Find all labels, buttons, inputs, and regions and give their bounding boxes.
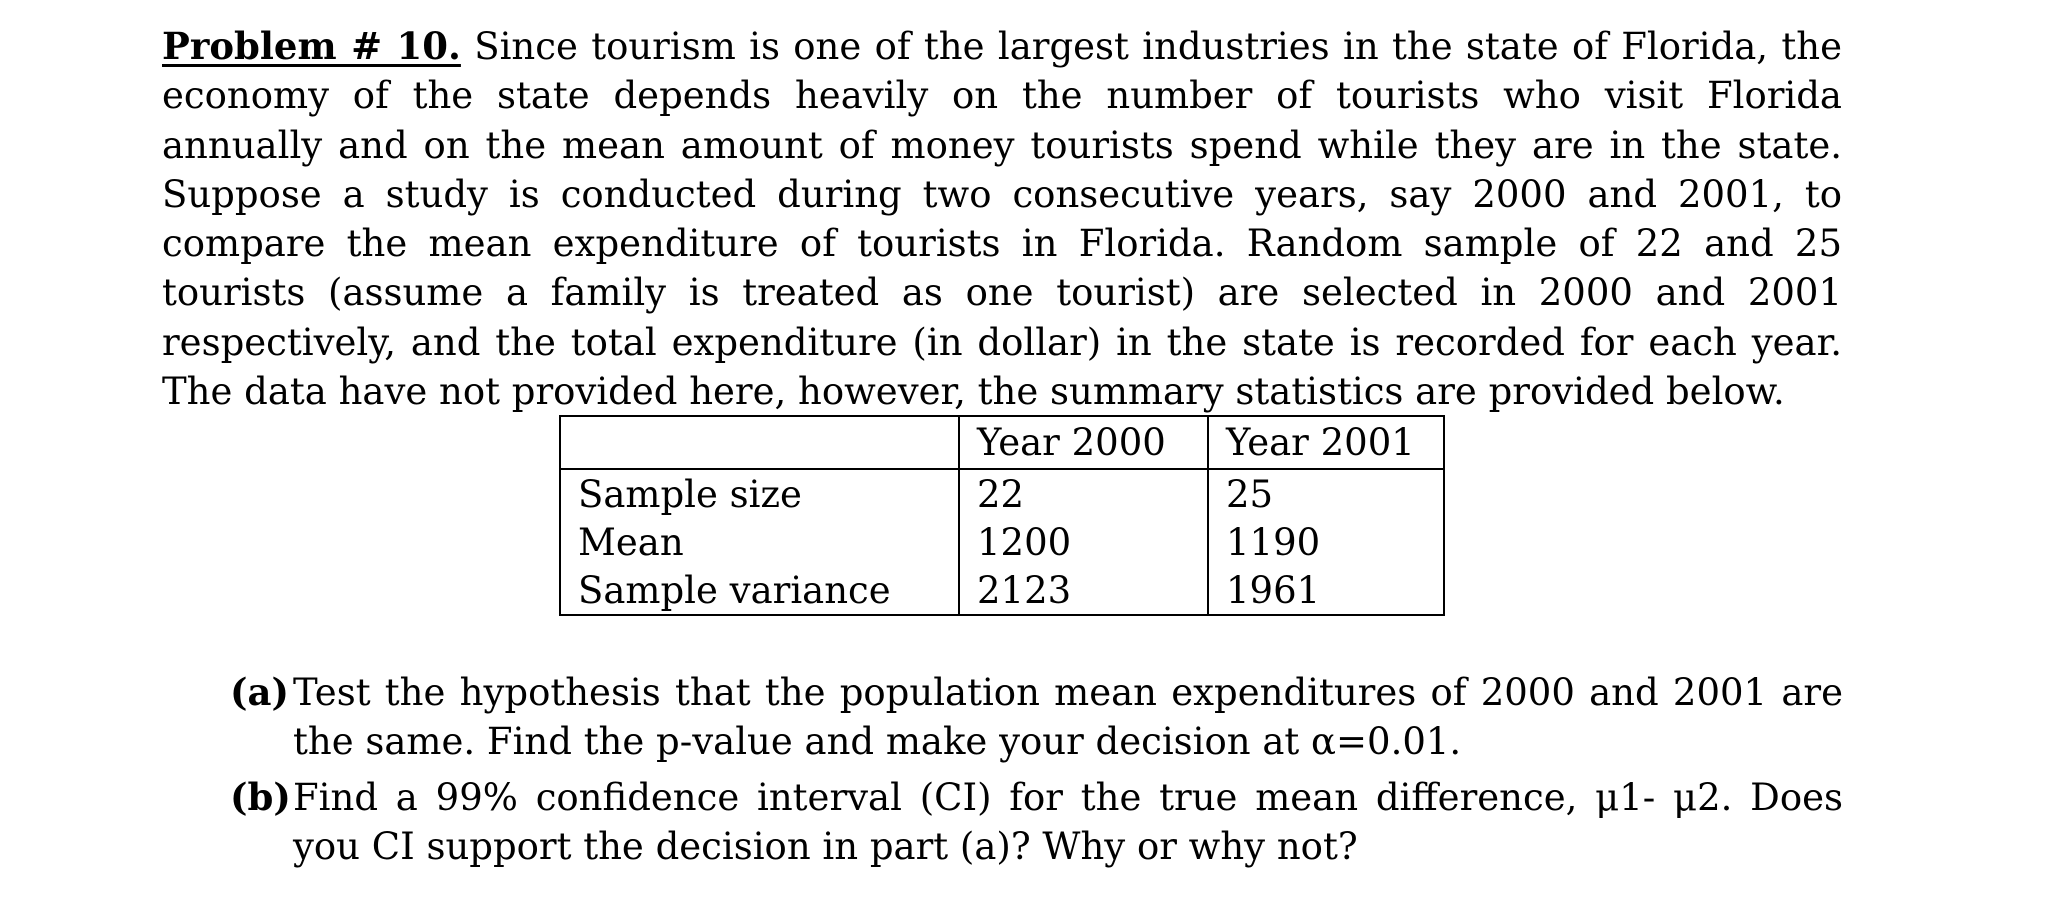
question-text: Find a 99% confidence interval (CI) for the true mean difference, μ1- μ2. Does you CI support the decision in part (a)? Why or why not? (293, 775, 1843, 868)
row-label: Mean (560, 518, 959, 566)
question-text: Test the hypothesis that the population mean expenditures of 2000 and 2001 are the same. Find the p-value and make your decision at α=0.01. (293, 671, 1843, 764)
question-item (230, 668, 1843, 767)
question-list (230, 668, 1843, 877)
table-header-row (560, 416, 1444, 469)
question-marker: (b) (230, 774, 291, 819)
table-cell: 22 (959, 469, 1208, 518)
table-header-cell (560, 416, 959, 469)
question-item (230, 773, 1843, 872)
table-header-cell: Year 2000 (959, 416, 1208, 469)
row-label: Sample size (560, 469, 959, 518)
table-cell: 1200 (959, 518, 1208, 566)
table-cell: 1190 (1226, 520, 1321, 564)
problem-body: Since tourism is one of the largest industries in the state of Florida, the economy of the state depends heavily on the number of tourists who visit Florida annually and on the mean amount of money tourists spend while they are in the state. Suppose a study is conducted during two consecutive years, say 2000 and 2001, to compare the mean expenditure of tourists in Florida. Random sample of 22 and 25 tourists (assume a family is treated as one tourist) are selected in 2000 and 2001 respectively, and the total expenditure (in dollar) in the state is recorded for each year. The data have not provided here, however, the summary statistics are provided below. (162, 25, 1842, 414)
summary-statistics-table (559, 415, 1445, 616)
table-row (560, 469, 1444, 518)
table-row (560, 518, 1444, 566)
question-marker: (a) (230, 670, 289, 714)
table-cell: 25 (1226, 472, 1274, 516)
table-row (560, 566, 1444, 615)
problem-heading: Problem # 10. (162, 24, 461, 68)
row-label: Sample variance (560, 566, 959, 615)
table-cell: 2123 (959, 566, 1208, 615)
table-header-cell: Year 2001 (1208, 416, 1444, 469)
problem-statement (162, 22, 1842, 416)
table-cell: 1961 (1226, 568, 1321, 612)
